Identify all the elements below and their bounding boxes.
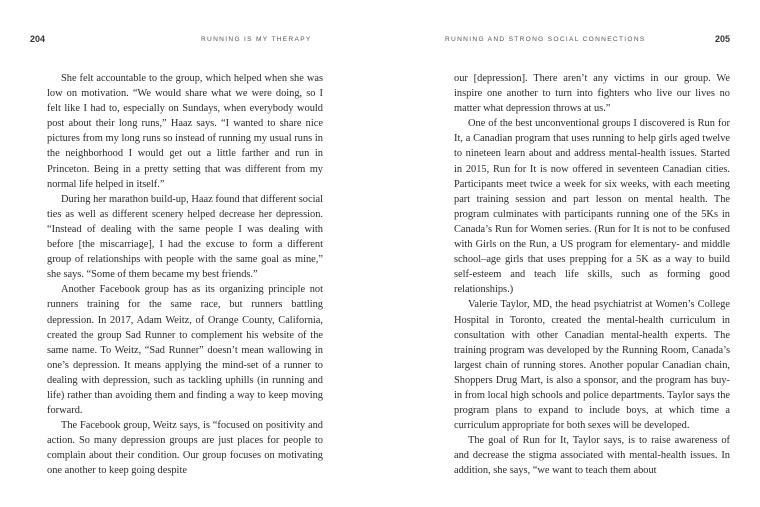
paragraph: Another Facebook group has as its organizing principle not runners training for the same race, but runners battling depression. In 2017, Adam Weitz, of Orange County, California, created the group Sad Runner to complement his website of the same name. To Weitz, “Sad Runner” doesn’t mean wallowing in one’s depression. It means applying the mind-set of a runner to dealing with depression, such as tackling uphills (in running and life) rather than avoiding them and finding a way to keep moving forward. xyxy=(47,284,323,417)
paragraph: The Facebook group, Weitz says, is “focused on positivity and action. So many depression groups are just places for people to complain about their condition. Our group focuses on motivating one another to keep going despite xyxy=(47,420,323,477)
paragraph: The goal of Run for It, Taylor says, is to raise awareness of and decrease the stigma associated with mental-health issues. In addition, she says, “we want to teach them about xyxy=(454,435,730,477)
paragraph: During her marathon build-up, Haaz found that different social ties as well as different scenery helped decrease her depression. “Instead of dealing with the same people I was dealing with before [the miscarriage], I had the excuse to form a different group of relationships with people with the same goal as mine,” she says. “Some of them became my best friends.” xyxy=(47,193,323,281)
paragraph: our [depression]. There aren’t any victims in our group. We inspire one another to turn into fighters who live our lives no matter what depression throws at us.” xyxy=(454,73,730,115)
paragraph: One of the best unconventional groups I discovered is Run for It, a Canadian program that uses running to help girls aged twelve to nineteen learn about and address mental-health issues. Started in 2015, Run for It is now offered in seventeen Canadian cities. Participants meet twice a week for six weeks, with each meeting part training session and part lesson on mental health. The program culminates with participants running one of the 5Ks in Canada’s Run for Women series. (Run for It is not to be confused with Girls on the Run, a US program for elementary- and middle school–age girls that uses prepping for a 5K as a way to build self-esteem and teach life skills, such as forming good relationships.) xyxy=(454,118,730,296)
paragraph: Valerie Taylor, MD, the head psychiatrist at Women’s College Hospital in Toronto, created the mental-health curriculum in consultation with other Canadian mental-health experts. The training program was developed by the Running Room, Canada’s largest chain of running stores. Another popular Canadian chain, Shoppers Drug Mart, is also a sponsor, and the program has buy-in from local high schools and police departments. Taylor says the program plans to expand to include boys, at which time a curriculum appropriate for both sexes will be developed. xyxy=(454,299,730,432)
running-head-left: RUNNING IS MY THERAPY xyxy=(201,36,312,43)
body-text-left xyxy=(47,71,323,479)
running-head-right: RUNNING AND STRONG SOCIAL CONNECTIONS xyxy=(445,36,646,43)
page-number-right: 205 xyxy=(714,34,730,44)
paragraph: She felt accountable to the group, which helped when she was low on motivation. “We would share what we were doing, so I felt like I had to, especially on Sundays, when everybody would post about their long runs,” Haaz says. “I wanted to share nice pictures from my long runs so instead of running my usual runs in the neighborhood I would get out a little farther and run in Princeton. Being in a pretty setting that was different from my normal life helped in itself.” xyxy=(47,73,323,190)
right-page xyxy=(380,0,760,507)
body-text-right xyxy=(454,71,730,479)
page-number-left: 204 xyxy=(30,34,46,44)
